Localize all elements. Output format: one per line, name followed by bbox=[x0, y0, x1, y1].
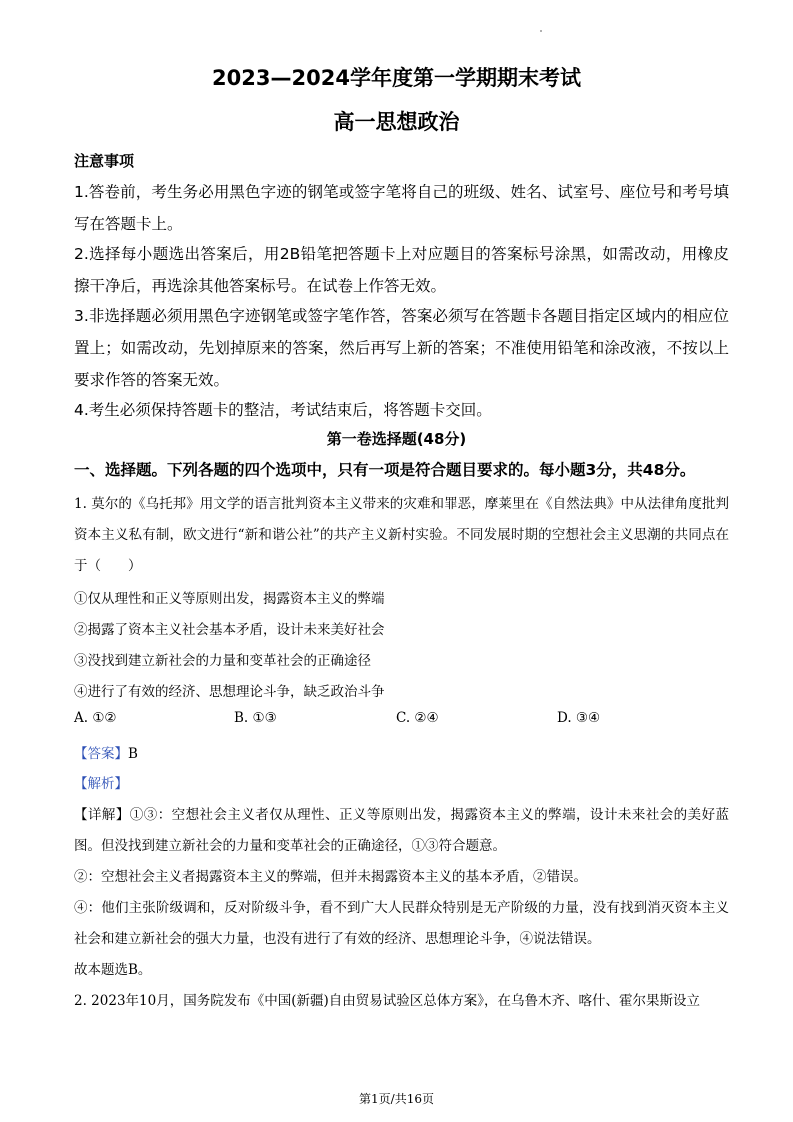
detail-text-1: ①③：空想社会主义者仅从理性、正义等原则出发，揭露资本主义的弊端，设计未来社会的美好蓝图。但没找到建立新社会的力量和变革社会的正确途径，①③符合题意。 bbox=[74, 807, 730, 854]
question-1-answer bbox=[74, 742, 138, 762]
page-number: 第1页/共16页 bbox=[359, 1092, 434, 1106]
question-1-option-d: D. ③④ bbox=[557, 710, 601, 726]
section-title: 第一卷选择题(48分) bbox=[326, 430, 467, 448]
question-1-statement-3: ③没找到建立新社会的力量和变革社会的正确途径 bbox=[74, 653, 371, 669]
notice-item-4: 4.考生必须保持答题卡的整洁，考试结束后，将答题卡交回。 bbox=[74, 401, 492, 419]
part-heading: 一、选择题。下列各题的四个选项中，只有一项是符合题目要求的。每小题3分，共48分。 bbox=[74, 461, 696, 479]
question-1-option-c: C. ②④ bbox=[396, 710, 439, 726]
question-1-option-b: B. ①③ bbox=[234, 710, 277, 726]
scan-dot bbox=[540, 30, 542, 32]
question-2-stem: 2. 2023年10月，国务院发布《中国(新疆)自由贸易试验区总体方案》，在乌鲁木齐、喀什、霍尔果斯设立 bbox=[74, 993, 700, 1009]
detail-conclusion: 故本题选B。 bbox=[74, 962, 152, 978]
notice-item-2: 2.选择每小题选出答案后，用2B铅笔把答题卡上对应题目的答案标号涂黑，如需改动，用橡皮擦干净后，再选涂其他答案标号。在试卷上作答无效。 bbox=[74, 245, 729, 295]
exam-title: 2023—2024学年度第一学期期末考试 bbox=[212, 66, 581, 90]
answer-label: 【答案】 bbox=[74, 746, 128, 762]
question-1-option-a: A. ①② bbox=[74, 710, 117, 726]
detail-paragraph-1 bbox=[74, 800, 729, 862]
notice-item-1: 1.答卷前，考生务必用黑色字迹的钢笔或签字笔将自己的班级、姓名、试室号、座位号和考号填写在答题卡上。 bbox=[74, 183, 729, 233]
question-1-stem: 1. 莫尔的《乌托邦》用文学的语言批判资本主义带来的灾难和罪恶，摩莱里在《自然法典》中从法律角度批判资本主义私有制，欧文进行“新和谐公社”的共产主义新村实验。不同发展时期的空想社会主义思潮的共同点在于（ ） bbox=[74, 496, 729, 574]
detail-paragraph-2: ②：空想社会主义者揭露资本主义的弊端，但并未揭露资本主义的基本矛盾，②错误。 bbox=[74, 869, 587, 885]
detail-label: 【详解】 bbox=[74, 807, 130, 823]
question-1-statement-2: ②揭露了资本主义社会基本矛盾，设计未来美好社会 bbox=[74, 622, 385, 638]
notice-heading: 注意事项 bbox=[74, 152, 135, 170]
question-1-statement-1: ①仅从理性和正义等原则出发，揭露资本主义的弊端 bbox=[74, 591, 385, 607]
notice-item-3: 3.非选择题必须用黑色字迹钢笔或签字笔作答，答案必须写在答题卡各题目指定区域内的相应位置上；如需改动，先划掉原来的答案，然后再写上新的答案；不准使用铅笔和涂改液，不按以上要求作答的答案无效。 bbox=[74, 307, 729, 389]
exam-subject: 高一思想政治 bbox=[333, 110, 460, 134]
analysis-label: 【解析】 bbox=[74, 776, 128, 792]
detail-paragraph-3: ④：他们主张阶级调和，反对阶级斗争，看不到广大人民群众特别是无产阶级的力量，没有找到消灭资本主义社会和建立新社会的强大力量，也没有进行了有效的经济、思想理论斗争，④说法错误。 bbox=[74, 900, 729, 947]
question-1-statement-4: ④进行了有效的经济、思想理论斗争，缺乏政治斗争 bbox=[74, 684, 385, 700]
answer-value: B bbox=[128, 746, 138, 762]
